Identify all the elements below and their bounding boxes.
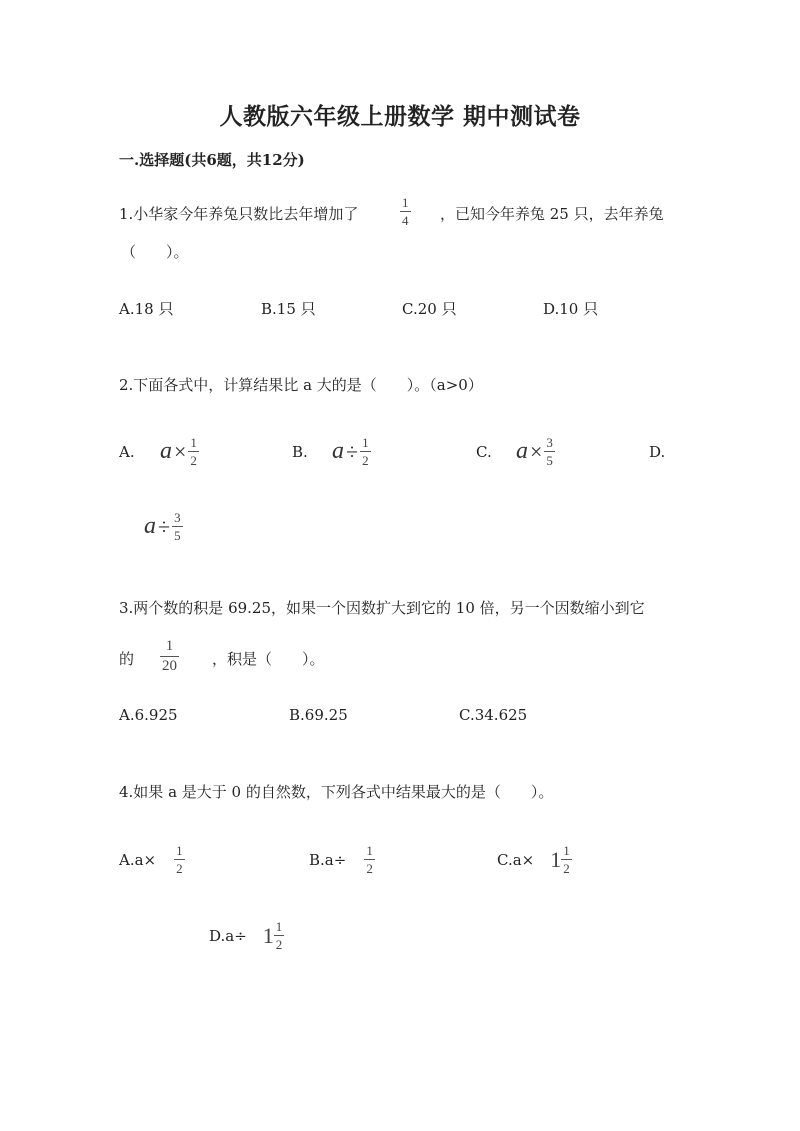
q1-fraction: $\frac{1}{4}$ xyxy=(402,195,409,228)
q2-label-a: A. xyxy=(119,443,135,461)
q3-option-c: C.34.625 xyxy=(459,706,528,724)
q3-option-b: B.69.25 xyxy=(289,706,348,724)
q4-text: 4.如果 a 是大于 0 的自然数，下列各式中结果最大的是（ ）。 xyxy=(119,783,554,801)
q2-expression-b: a ÷ $\frac{1}{2}$ xyxy=(332,435,369,468)
q2-text: 2.下面各式中，计算结果比 a 大的是（ ）。（a>0） xyxy=(119,376,483,394)
q3-text-c: ，积是（ ）。 xyxy=(212,650,325,668)
q3-text-a: 3.两个数的积是 69.25，如果一个因数扩大到它的 10 倍，另一个因数缩小到它 xyxy=(119,599,645,617)
q1-text-b: ，已知今年养兔 25 只，去年养兔 xyxy=(440,205,664,223)
q1-text-a: 1.小华家今年养兔只数比去年增加了 xyxy=(119,205,359,223)
q2-label-c: C. xyxy=(476,443,492,461)
q2-expression-a: a × $\frac{1}{2}$ xyxy=(160,435,197,468)
q4-option-c: C.a× 1 $\frac{1}{2}$ xyxy=(497,843,570,876)
q1-option-b: B.15 只 xyxy=(261,300,316,318)
q1-option-a: A.18 只 xyxy=(119,300,174,318)
page-title: 人教版六年级上册数学 期中测试卷 xyxy=(219,103,581,130)
q2-label-b: B. xyxy=(292,443,308,461)
q4-option-b: B.a÷ $\frac{1}{2}$ xyxy=(309,843,373,876)
q1-blank: （ ）。 xyxy=(121,243,189,261)
q2-expression-c: a × $\frac{3}{5}$ xyxy=(516,435,553,468)
q1-option-c: C.20 只 xyxy=(402,300,457,318)
q4-option-a: A.a× $\frac{1}{2}$ xyxy=(119,843,183,876)
q2-expression-d: a ÷ $\frac{3}{5}$ xyxy=(144,510,181,543)
q4-option-d: D.a÷ 1 $\frac{1}{2}$ xyxy=(209,919,283,952)
q3-fraction: $\frac{1}{20}$ xyxy=(162,638,177,674)
q3-option-a: A.6.925 xyxy=(119,706,178,724)
section-heading: 一.选择题(共6题，共12分) xyxy=(119,151,305,169)
q3-text-b: 的 xyxy=(119,650,135,668)
q2-label-d: D. xyxy=(649,443,666,461)
q1-option-d: D.10 只 xyxy=(543,300,599,318)
